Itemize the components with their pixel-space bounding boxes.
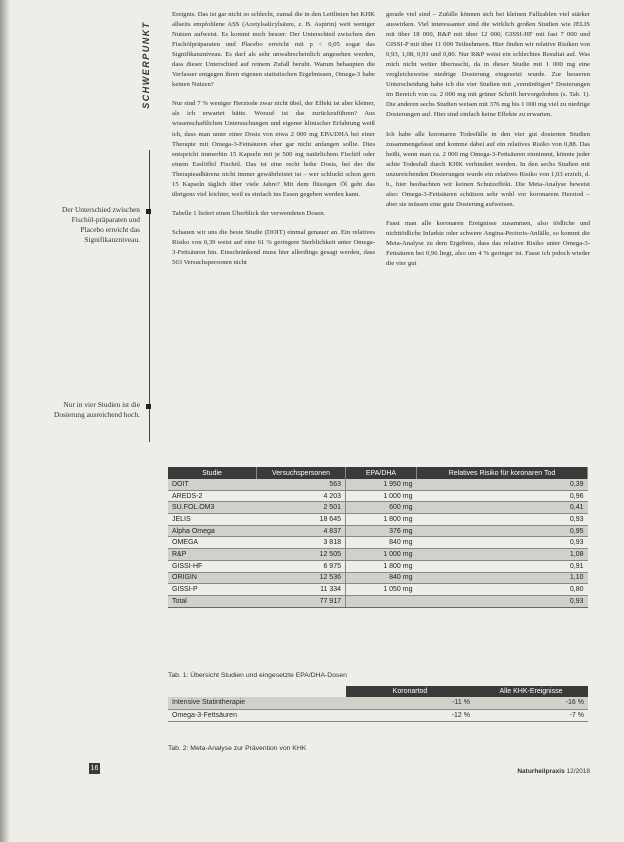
table-cell: ORIGIN <box>168 572 257 584</box>
table-cell: 840 mg <box>346 537 417 549</box>
column-header: Relatives Risiko für koronaren Tod <box>417 467 588 479</box>
page-number: 16 <box>90 765 99 772</box>
table-cell: 0,80 <box>417 584 588 596</box>
table-cell: DOIT <box>168 479 257 490</box>
table-cell: 1,10 <box>417 572 588 584</box>
table-row <box>168 537 588 549</box>
table-cell: 18 645 <box>257 514 346 526</box>
table-header-row <box>168 467 588 479</box>
footer <box>470 768 590 775</box>
table-row <box>168 584 588 596</box>
table-cell: -7 % <box>474 709 588 722</box>
paragraph: Fasst man alle koronaren Ereignisse zusammen, also tödliche und nichttödliche Infarkte oder schwere Angina-Pectoris-Anfälle, so kommt die Meta-Analyse zu dem Ergebnis, dass das relative Risiko unter Omega-3-Fettsäuren bei 0,96 liegt, also um 4 % geringer ist. Fasse ich jedoch wieder die vier gut <box>386 219 590 268</box>
table-cell: 1 950 mg <box>346 479 417 490</box>
table-cell: 4 837 <box>257 525 346 537</box>
table-cell: AREDS-2 <box>168 490 257 502</box>
table-cell: 6 975 <box>257 560 346 572</box>
margin-note-1: Der Unterschied zwischen Fischöl-präparaten und Placebo erreicht das Signifikanzniveau. <box>62 205 140 244</box>
margin-bullet-1 <box>146 209 151 214</box>
table-cell: -16 % <box>474 697 588 709</box>
paragraph: Tabelle 1 liefert einen Überblick der verwendeten Dosen. <box>172 209 326 217</box>
column-header: Versuchspersonen <box>257 467 346 479</box>
table-cell: 12 505 <box>257 549 346 561</box>
table-cell: -11 % <box>346 697 474 709</box>
table-body <box>168 697 588 722</box>
table-row <box>168 572 588 584</box>
table1-caption: Tab. 1: Übersicht Studien und eingesetzte EPA/DHA-Dosen <box>168 672 347 679</box>
table-cell: 0,93 <box>417 537 588 549</box>
right-text-column <box>386 10 590 278</box>
table-cell: 2 501 <box>257 502 346 514</box>
table-cell: GISSI-HF <box>168 560 257 572</box>
table-cell <box>346 595 417 607</box>
column-header: EPA/DHA <box>346 467 417 479</box>
table-cell: SU.FOL.OM3 <box>168 502 257 514</box>
page-edge-shadow <box>0 0 10 842</box>
table-cell: 1,08 <box>417 549 588 561</box>
table-row <box>168 549 588 561</box>
table-cell: 4 203 <box>257 490 346 502</box>
table-cell: 0,96 <box>417 490 588 502</box>
table-row <box>168 709 588 722</box>
table-cell: 1 800 mg <box>346 514 417 526</box>
table-cell: 563 <box>257 479 346 490</box>
paragraph: Ereignis. Das ist gar nicht so schlecht, zumal die in den Leitlinien bei KHK allseits empfohlene ASS (Acetylsalicylsäure, z. B. Aspirin) weit weniger Nutzen aufweist. Es kommt noch besser: Der Unterschied zwischen den Fischölpräparaten und Placebo erreicht mit p < 0,05 sogar das Signifikanzniveau. Es darf als sehr unwahrscheinlich angesehen werden, dass dieser Unterschied auf reinem Zufall beruht. Warum behaupten die Verfasser entgegen ihren eigenen statistischen Ergebnissen, Omega-3 habe keinen Nutzen? <box>172 11 375 89</box>
table-cell: 11 334 <box>257 584 346 596</box>
table-cell: 0,95 <box>417 525 588 537</box>
margin-note-2: Nur in vier Studien ist die Dosierung ausreichend hoch. <box>54 400 140 419</box>
paragraph: Nur sind 7 % weniger Herztode zwar nicht übel, der Effekt ist aber kleiner, als ich erwartet hätte. Worauf ist das zurückzuführen? Aus wissenschaftlichen Untersuchungen und eigener klinischer Erfahrung weiß ich, dass man unter einer Dosis von etwa 2 000 mg EPA/DHA bei einer Therapie mit Omega-3-Fettsäuren eher gar nicht anfangen sollte. Dies entspricht immerhin 15 Kapseln mit je 500 mg natürlichem Fischöl oder einem Esslöffel Fischöl. Das ist eine recht hohe Dosis, bei der die Therapieadhärenz nicht immer gewährleistet ist – wer schluckt schon gern 15 Kapseln täglich über viele Jahre? Mit dem flüssigen Öl geht das übrigens viel leichter, weil es einfach ins Essen gegeben werden kann. <box>172 100 375 198</box>
table-cell: 1 000 mg <box>346 490 417 502</box>
table-row <box>168 697 588 709</box>
table-row <box>168 514 588 526</box>
column-header <box>168 686 346 697</box>
table-cell: 1 000 mg <box>346 549 417 561</box>
paragraph: Ich habe alle koronaren Todesfälle in den vier gut dosierten Studien zusammengefasst und komme dabei auf ein relatives Risiko von 0,88. Das heißt, wenn man ca. 2 000 mg Omega-3-Fettsäuren einnimmt, könnte jeder achte Todesfall durch KHK verhindert werden. In den sechs Studien mit unzureichenden Dosierungen wurde ein relatives Risiko von 1,03 erzielt, d. h., hier beobachten wir keinen Schutzeffekt. Die Meta-Analyse beweist also: Omega-3-Fettsäuren schützen sehr wohl vor koronarem Herztod – aber sie müssen eine gute Dosierung aufweisen. <box>386 130 590 208</box>
table2-caption: Tab. 2: Meta-Analyse zur Prävention von KHK <box>168 745 307 752</box>
table-cell: GISSI-P <box>168 584 257 596</box>
table-cell: Intensive Statintherapie <box>168 697 346 709</box>
margin-rule <box>149 150 150 442</box>
publication-name: Naturheilpraxis <box>517 768 565 775</box>
table-cell: 840 mg <box>346 572 417 584</box>
table-cell: 1 800 mg <box>346 560 417 572</box>
table-cell: 77 917 <box>257 595 346 607</box>
table-row <box>168 525 588 537</box>
table-cell: 0,93 <box>417 595 588 607</box>
table-cell: -12 % <box>346 709 474 722</box>
table-row <box>168 502 588 514</box>
meta-analysis-table <box>168 686 588 722</box>
table-header-row <box>168 686 588 697</box>
table-cell: 600 mg <box>346 502 417 514</box>
table-row <box>168 479 588 490</box>
paragraph: gerade viel sind – Zufälle können sich bei kleinen Fallzahlen viel stärker auswirken. Viel interessanter sind die wirklich großen Studien wie JELIS mit über 18 000, R&P mit über 12 000, GISSI-HF mit fast 7 000 und GISSI-P mit über 11 000 Teilnehmern. Hier finden wir relative Risiken von 0,93, 1,08, 0,91 und 0,80. Nur R&P weist ein schlechtes Resultat auf. Was mich nicht weiter überrascht, da in dieser Studie mit 1 000 mg eine vergleichsweise niedrige Dosierung eingesetzt wurde. Zur besseren Unterscheidung habe ich die vier Studien mit „vernünftigen“ Dosierungen im Bereich von ca. 2 000 mg mit grüner Schrift hervorgehoben (s. Tab. 1). Die anderen sechs Studien weisen mit 376 mg bis 1 000 mg viel zu niedrige Dosierungen auf. Hier sind einfach keine Effekte zu erwarten. <box>386 11 590 119</box>
table-cell: 0,39 <box>417 479 588 490</box>
table-cell: 376 mg <box>346 525 417 537</box>
table-cell: Omega-3-Fettsäuren <box>168 709 346 722</box>
table-cell: JELIS <box>168 514 257 526</box>
column-header: Alle KHK-Ereignisse <box>474 686 588 697</box>
table-cell: 0,91 <box>417 560 588 572</box>
margin-bullet-2 <box>146 404 151 409</box>
table-total-row <box>168 595 588 607</box>
table-cell: 0,93 <box>417 514 588 526</box>
table-row <box>168 490 588 502</box>
table-cell: R&P <box>168 549 257 561</box>
table-cell: 0,41 <box>417 502 588 514</box>
table-body <box>168 479 588 607</box>
table-cell: 1 050 mg <box>346 584 417 596</box>
table-row <box>168 560 588 572</box>
table-cell: OMEGA <box>168 537 257 549</box>
table-cell: 3 818 <box>257 537 346 549</box>
table-cell: Alpha Omega <box>168 525 257 537</box>
column-header: Koronartod <box>346 686 474 697</box>
column-header: Studie <box>168 467 257 479</box>
study-dose-table <box>168 467 588 608</box>
table-cell: Total <box>168 595 257 607</box>
section-label: SCHWERPUNKT <box>141 21 151 109</box>
issue-label: 12/2018 <box>566 768 590 775</box>
left-text-column <box>172 10 375 277</box>
paragraph: Schauen wir uns die beste Studie (DOIT) einmal genauer an. Ein relatives Risiko von 0,39 weist auf eine 61 % geringere Sterblichkeit unter Omega-3-Fettsäuren hin. Einschränkend muss hier allerdings gesagt werden, dass 563 Versuchspersonen nicht <box>172 228 375 267</box>
table-cell: 12 536 <box>257 572 346 584</box>
